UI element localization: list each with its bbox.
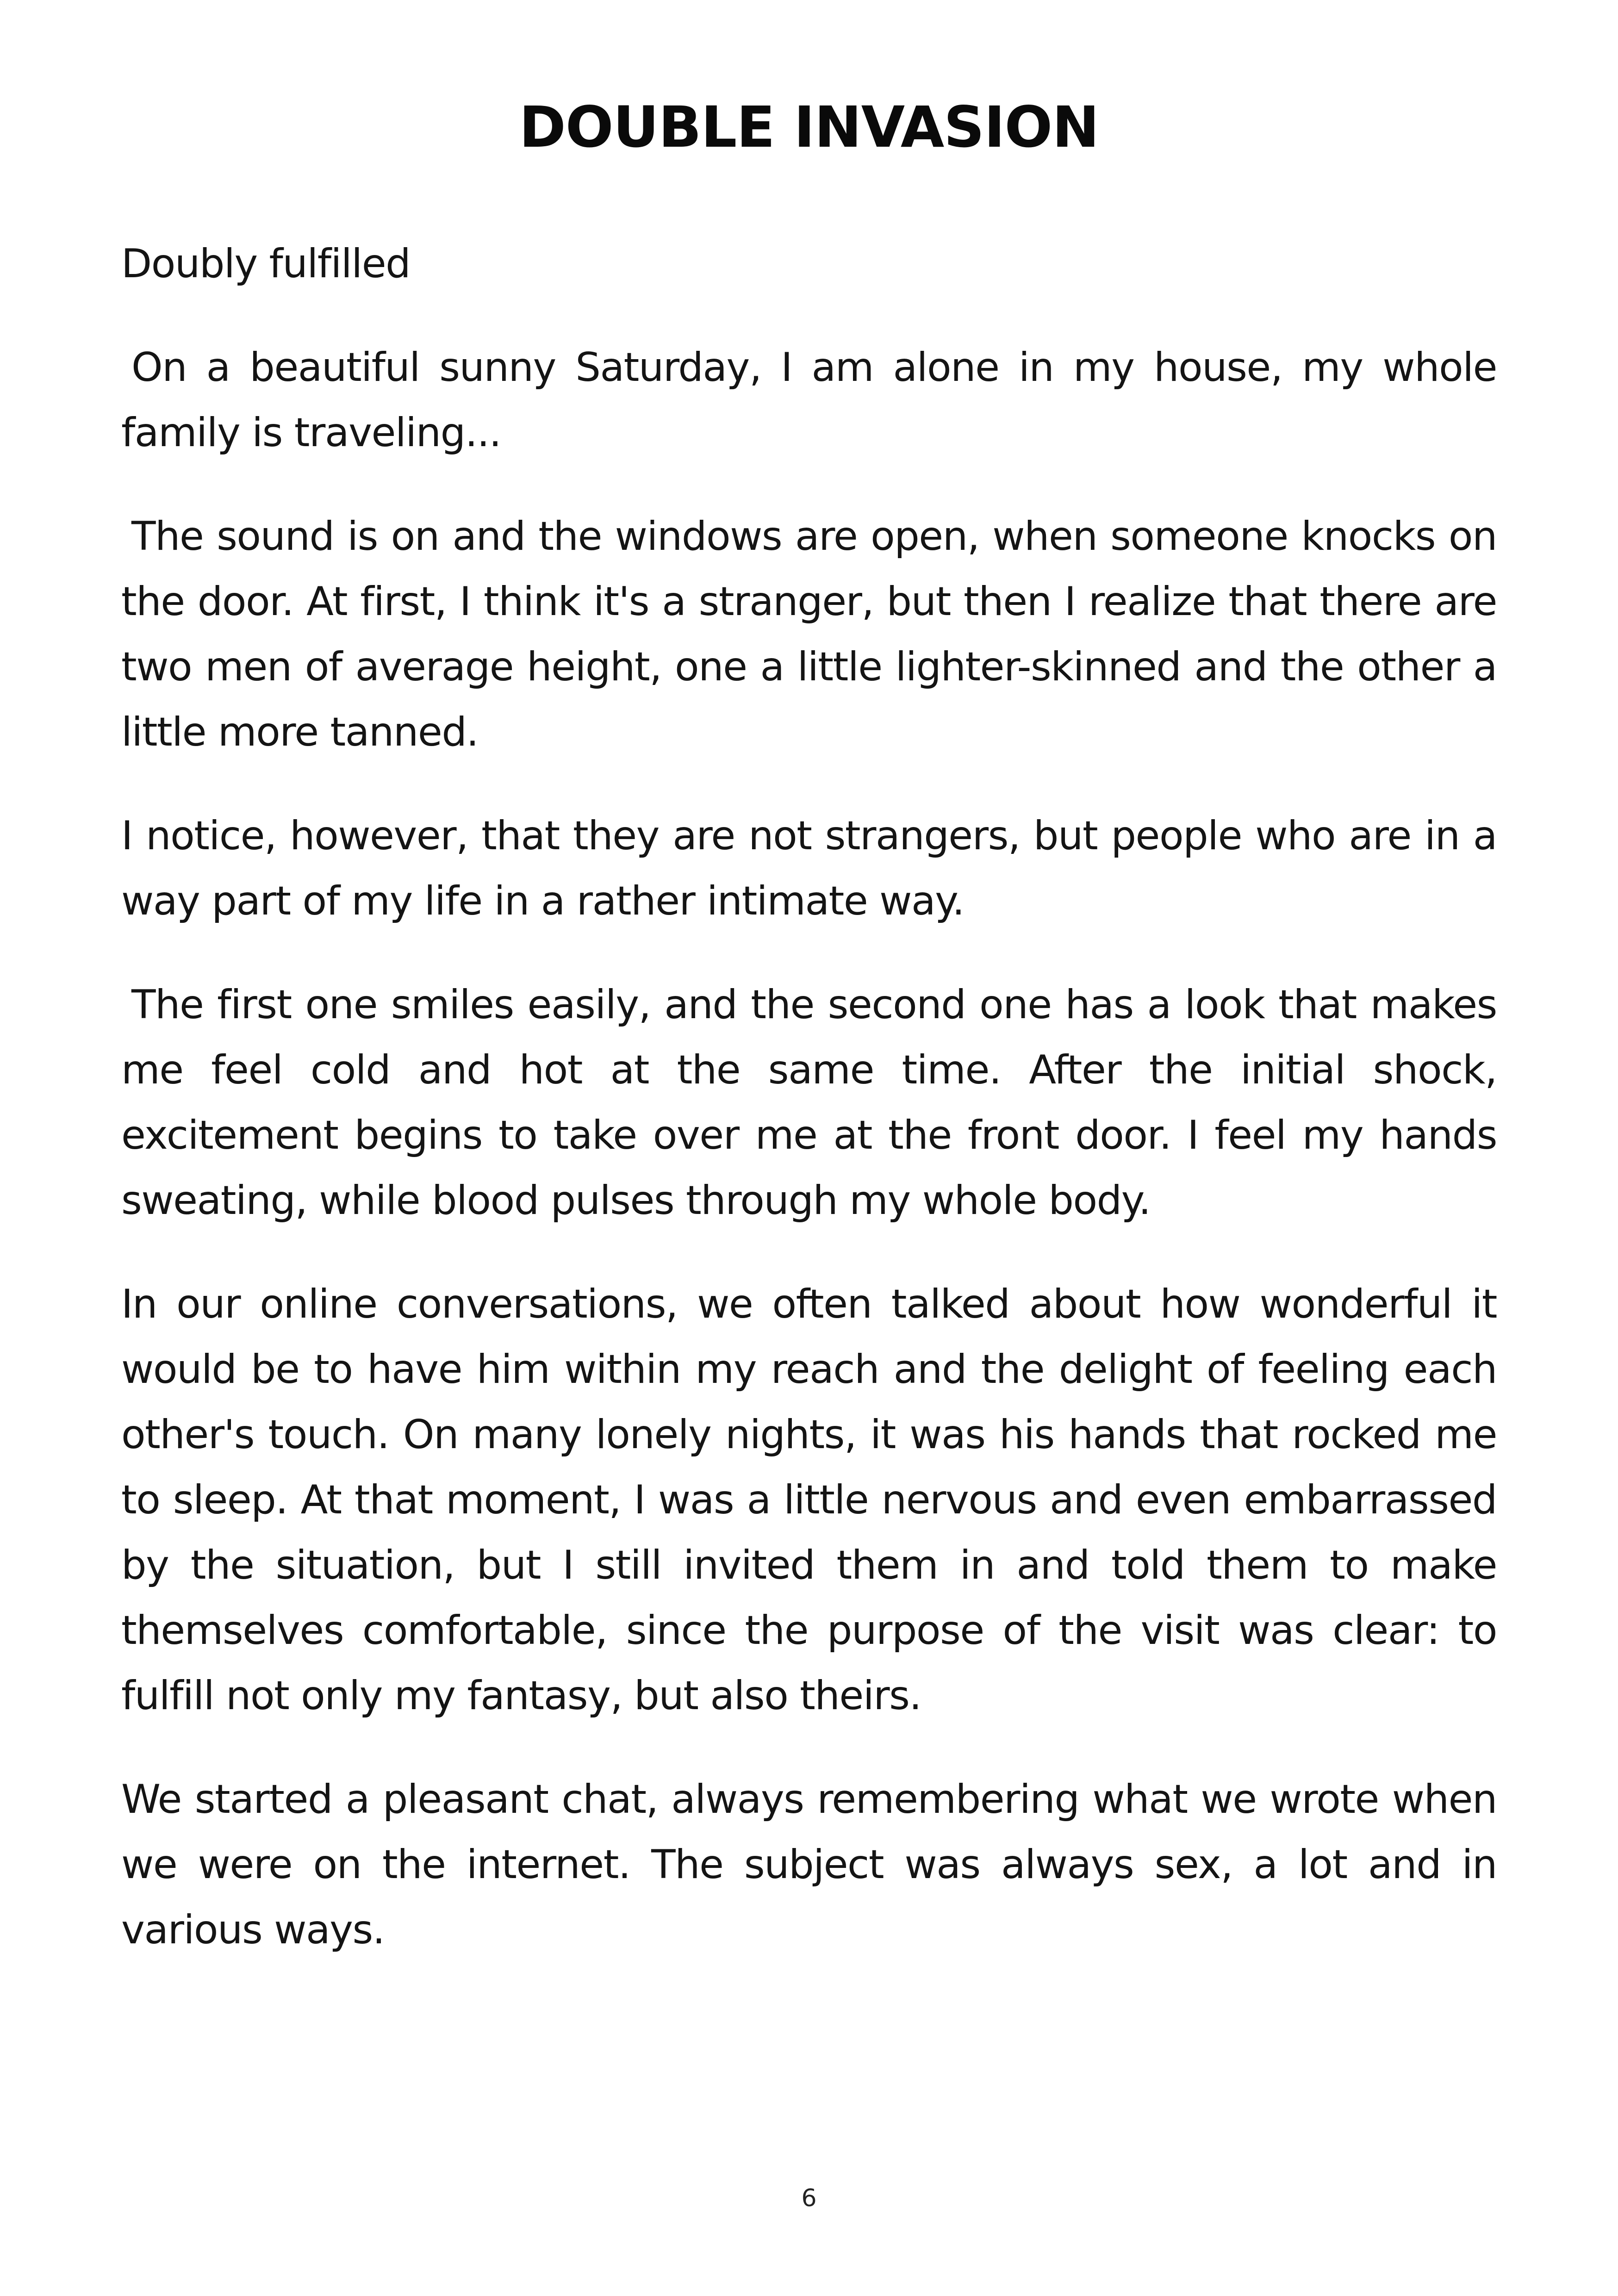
document-body [121,231,1497,2001]
paragraph-6: We started a pleasant chat, always remembering what we wrote when we were on the internet. The subject was always sex, a lot and in various ways. [121,1776,1497,1953]
paragraph-2: The sound is on and the windows are open, when someone knocks on the door. At first, I think it's a stranger, but then I realize that there are two men of average height, one a little lighter-skinned and the other a little more tanned. [121,513,1497,755]
paragraph-1: On a beautiful sunny Saturday, I am alone in my house, my whole family is traveling... [121,344,1497,456]
chapter-subtitle: Doubly fulfilled [121,241,411,287]
paragraph-3: I notice, however, that they are not strangers, but people who are in a way part of my life in a rather intimate way. [121,813,1497,924]
paragraph-5: In our online conversations, we often talked about how wonderful it would be to have him within my reach and the delight of feeling each other's touch. On many lonely nights, it was his hands that rocked me to sleep. At that moment, I was a little nervous and even embarrassed by the situation, but I still invited them in and told them to make themselves comfortable, since the purpose of the visit was clear: to fulfill not only my fantasy, but also theirs. [121,1281,1497,1719]
document-title: DOUBLE INVASION [519,94,1099,160]
page-number: 6 [801,2184,817,2212]
paragraph-4: The first one smiles easily, and the second one has a look that makes me feel cold and hot at the same time. After the initial shock, excitement begins to take over me at the front door. I feel my hands sweating, while blood pulses through my whole body. [121,982,1497,1224]
